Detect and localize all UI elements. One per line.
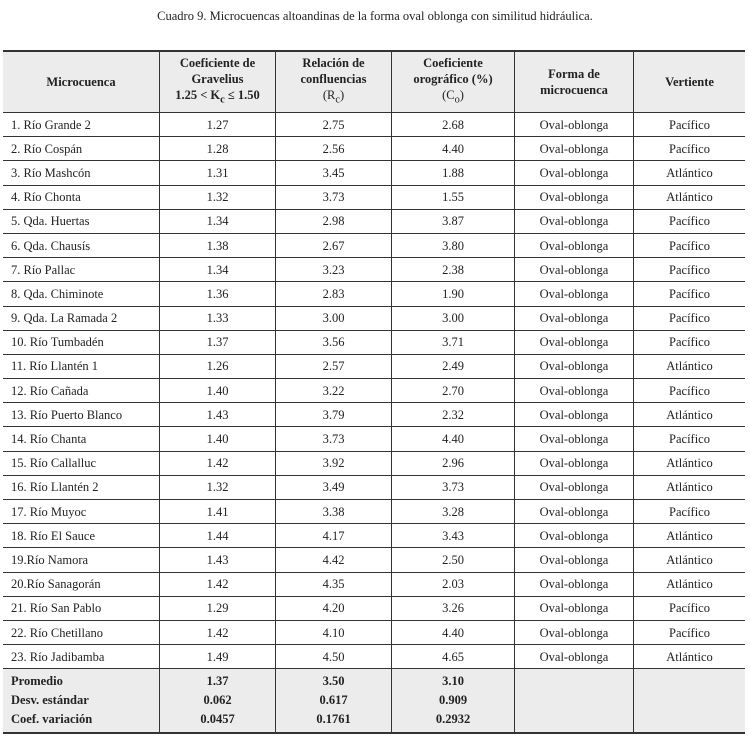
table-row <box>3 596 745 620</box>
summary-value: 3.50 <box>322 674 345 689</box>
cell-gravelius: 1.27 <box>160 113 276 137</box>
header-text: 1.25 < K <box>175 88 221 103</box>
summary-co <box>392 669 515 734</box>
cell-confluencias: 4.50 <box>276 645 392 669</box>
cell-confluencias: 2.83 <box>276 282 392 306</box>
table-row <box>3 548 745 572</box>
cell-vertiente: Pacífico <box>634 137 746 161</box>
cell-forma: Oval-oblonga <box>515 354 634 378</box>
summary-row <box>3 669 745 734</box>
cell-forma: Oval-oblonga <box>515 524 634 548</box>
cell-vertiente: Pacífico <box>634 427 746 451</box>
table-row <box>3 185 745 209</box>
cell-orografico: 2.03 <box>392 572 515 596</box>
cell-vertiente: Atlántico <box>634 185 746 209</box>
cell-confluencias: 4.10 <box>276 620 392 644</box>
summary-value: 0.062 <box>203 693 232 708</box>
cell-gravelius: 1.36 <box>160 282 276 306</box>
cell-vertiente: Pacífico <box>634 596 746 620</box>
cell-forma: Oval-oblonga <box>515 427 634 451</box>
cell-confluencias: 3.23 <box>276 258 392 282</box>
cell-forma: Oval-oblonga <box>515 306 634 330</box>
cell-gravelius: 1.43 <box>160 548 276 572</box>
cell-orografico: 2.70 <box>392 379 515 403</box>
cell-forma: Oval-oblonga <box>515 233 634 257</box>
cell-orografico: 3.80 <box>392 233 515 257</box>
cell-microcuenca: 12. Río Cañada <box>3 379 160 403</box>
header-orografico <box>392 51 515 113</box>
cell-gravelius: 1.49 <box>160 645 276 669</box>
table-row <box>3 330 745 354</box>
table-row <box>3 403 745 427</box>
cell-microcuenca: 1. Río Grande 2 <box>3 113 160 137</box>
header-confluencias <box>276 51 392 113</box>
cell-forma: Oval-oblonga <box>515 137 634 161</box>
cell-microcuenca: 13. Río Puerto Blanco <box>3 403 160 427</box>
cell-orografico: 2.68 <box>392 113 515 137</box>
cell-vertiente: Pacífico <box>634 113 746 137</box>
cell-forma: Oval-oblonga <box>515 330 634 354</box>
cell-confluencias: 4.42 <box>276 548 392 572</box>
cell-orografico: 2.38 <box>392 258 515 282</box>
cell-vertiente: Pacífico <box>634 282 746 306</box>
cell-microcuenca: 2. Río Cospán <box>3 137 160 161</box>
cell-microcuenca: 8. Qda. Chiminote <box>3 282 160 306</box>
summary-value: 0.0457 <box>200 712 235 727</box>
header-line: Coeficiente de <box>179 56 256 71</box>
table-row <box>3 282 745 306</box>
cell-microcuenca: 6. Qda. Chausís <box>3 233 160 257</box>
header-gravelius <box>160 51 276 113</box>
cell-vertiente: Pacífico <box>634 306 746 330</box>
cell-gravelius: 1.38 <box>160 233 276 257</box>
cell-microcuenca: 10. Río Tumbadén <box>3 330 160 354</box>
cell-orografico: 4.40 <box>392 427 515 451</box>
header-microcuenca: Microcuenca <box>3 51 160 113</box>
summary-value: 0.1761 <box>316 712 351 727</box>
header-text: ≤ 1.50 <box>224 88 260 103</box>
cell-gravelius: 1.32 <box>160 185 276 209</box>
cell-confluencias: 3.45 <box>276 161 392 185</box>
cell-microcuenca: 22. Río Chetillano <box>3 620 160 644</box>
cell-orografico: 1.88 <box>392 161 515 185</box>
cell-forma: Oval-oblonga <box>515 113 634 137</box>
cell-confluencias: 2.67 <box>276 233 392 257</box>
cell-microcuenca: 21. Río San Pablo <box>3 596 160 620</box>
table-row <box>3 161 745 185</box>
summary-value: 0.909 <box>438 693 468 708</box>
cell-orografico: 1.55 <box>392 185 515 209</box>
summary-value: 0.617 <box>319 693 348 708</box>
cell-gravelius: 1.28 <box>160 137 276 161</box>
cell-orografico: 3.43 <box>392 524 515 548</box>
table-row <box>3 233 745 257</box>
cell-microcuenca: 20.Río Sanagorán <box>3 572 160 596</box>
table-row <box>3 451 745 475</box>
cell-microcuenca: 18. Río El Sauce <box>3 524 160 548</box>
cell-confluencias: 2.75 <box>276 113 392 137</box>
header-forma <box>515 51 634 113</box>
cell-gravelius: 1.42 <box>160 451 276 475</box>
cell-vertiente: Atlántico <box>634 548 746 572</box>
cell-vertiente: Pacífico <box>634 379 746 403</box>
cell-gravelius: 1.44 <box>160 524 276 548</box>
header-line: Relación de <box>302 56 365 71</box>
cell-forma: Oval-oblonga <box>515 451 634 475</box>
cell-vertiente: Pacífico <box>634 209 746 233</box>
cell-gravelius: 1.34 <box>160 258 276 282</box>
header-line: microcuenca <box>540 83 608 97</box>
header-text: (R <box>322 88 336 103</box>
table-row <box>3 137 745 161</box>
table-row <box>3 258 745 282</box>
header-line: orográfico (%) <box>413 72 493 87</box>
header-line <box>396 87 510 109</box>
cell-forma: Oval-oblonga <box>515 620 634 644</box>
cell-microcuenca: 19.Río Namora <box>3 548 160 572</box>
cell-forma: Oval-oblonga <box>515 500 634 524</box>
cell-forma: Oval-oblonga <box>515 379 634 403</box>
summary-value: 3.10 <box>442 674 464 689</box>
cell-confluencias: 3.79 <box>276 403 392 427</box>
cell-forma: Oval-oblonga <box>515 258 634 282</box>
summary-label: Desv. estándar <box>11 693 89 708</box>
cell-vertiente: Atlántico <box>634 475 746 499</box>
summary-labels <box>3 669 160 734</box>
cell-confluencias: 2.98 <box>276 209 392 233</box>
summary-value: 1.37 <box>206 674 229 689</box>
cell-confluencias: 2.57 <box>276 354 392 378</box>
table-row <box>3 354 745 378</box>
header-vertiente: Vertiente <box>634 51 746 113</box>
cell-vertiente: Atlántico <box>634 572 746 596</box>
cell-vertiente: Atlántico <box>634 645 746 669</box>
table-row <box>3 645 745 669</box>
cell-gravelius: 1.42 <box>160 620 276 644</box>
cell-confluencias: 3.92 <box>276 451 392 475</box>
summary-label: Promedio <box>11 674 63 689</box>
summary-label: Coef. variación <box>11 712 93 727</box>
header-text: ) <box>459 88 464 103</box>
header-row <box>3 51 745 113</box>
cell-confluencias: 4.17 <box>276 524 392 548</box>
cell-gravelius: 1.34 <box>160 209 276 233</box>
table-row <box>3 475 745 499</box>
cell-microcuenca: 14. Río Chanta <box>3 427 160 451</box>
cell-vertiente: Atlántico <box>634 451 746 475</box>
cell-gravelius: 1.37 <box>160 330 276 354</box>
table-caption: Cuadro 9. Microcuencas altoandinas de la forma oval oblonga con similitud hidráulica. <box>157 9 593 23</box>
cell-vertiente: Pacífico <box>634 258 746 282</box>
summary-value: 0.2932 <box>435 712 471 727</box>
table-row <box>3 620 745 644</box>
table-row <box>3 113 745 137</box>
cell-confluencias: 3.38 <box>276 500 392 524</box>
cell-gravelius: 1.26 <box>160 354 276 378</box>
cell-forma: Oval-oblonga <box>515 596 634 620</box>
cell-forma: Oval-oblonga <box>515 572 634 596</box>
cell-forma: Oval-oblonga <box>515 282 634 306</box>
cell-gravelius: 1.41 <box>160 500 276 524</box>
cell-microcuenca: 15. Río Callalluc <box>3 451 160 475</box>
cell-orografico: 3.73 <box>392 475 515 499</box>
cell-microcuenca: 17. Río Muyoc <box>3 500 160 524</box>
table-row <box>3 524 745 548</box>
header-line: Gravelius <box>191 72 244 87</box>
cell-orografico: 3.71 <box>392 330 515 354</box>
cell-gravelius: 1.42 <box>160 572 276 596</box>
summary-empty <box>515 669 634 734</box>
header-sub: c <box>220 94 225 106</box>
cell-confluencias: 3.73 <box>276 185 392 209</box>
cell-microcuenca: 23. Río Jadibamba <box>3 645 160 669</box>
table-row <box>3 306 745 330</box>
cell-orografico: 4.40 <box>392 137 515 161</box>
table-row <box>3 500 745 524</box>
cell-vertiente: Atlántico <box>634 161 746 185</box>
cell-forma: Oval-oblonga <box>515 209 634 233</box>
header-line <box>164 87 271 109</box>
header-line: Coeficiente <box>423 56 483 71</box>
cell-confluencias: 3.56 <box>276 330 392 354</box>
summary-empty <box>634 669 746 734</box>
summary-kc <box>160 669 276 734</box>
cell-gravelius: 1.31 <box>160 161 276 185</box>
header-line: confluencias <box>300 72 367 87</box>
table-row <box>3 427 745 451</box>
cell-gravelius: 1.43 <box>160 403 276 427</box>
cell-orografico: 2.32 <box>392 403 515 427</box>
cell-orografico: 3.26 <box>392 596 515 620</box>
table-row <box>3 572 745 596</box>
cell-confluencias: 2.56 <box>276 137 392 161</box>
cell-orografico: 4.40 <box>392 620 515 644</box>
cell-orografico: 3.28 <box>392 500 515 524</box>
header-sub: c <box>335 94 340 106</box>
cell-confluencias: 3.49 <box>276 475 392 499</box>
cell-gravelius: 1.33 <box>160 306 276 330</box>
cell-vertiente: Atlántico <box>634 403 746 427</box>
cell-orografico: 2.49 <box>392 354 515 378</box>
header-text: (C <box>442 88 455 103</box>
cell-vertiente: Atlántico <box>634 524 746 548</box>
cell-forma: Oval-oblonga <box>515 645 634 669</box>
table-row <box>3 209 745 233</box>
header-sub: o <box>454 94 460 106</box>
cell-gravelius: 1.29 <box>160 596 276 620</box>
cell-microcuenca: 5. Qda. Huertas <box>3 209 160 233</box>
cell-vertiente: Pacífico <box>634 620 746 644</box>
cell-gravelius: 1.40 <box>160 379 276 403</box>
cell-microcuenca: 9. Qda. La Ramada 2 <box>3 306 160 330</box>
header-text: ) <box>339 88 345 103</box>
cell-orografico: 2.50 <box>392 548 515 572</box>
cell-forma: Oval-oblonga <box>515 185 634 209</box>
cell-confluencias: 4.35 <box>276 572 392 596</box>
cell-vertiente: Pacífico <box>634 500 746 524</box>
cell-orografico: 3.00 <box>392 306 515 330</box>
microcuencas-table <box>3 50 745 734</box>
cell-forma: Oval-oblonga <box>515 161 634 185</box>
cell-orografico: 3.87 <box>392 209 515 233</box>
cell-orografico: 1.90 <box>392 282 515 306</box>
cell-vertiente: Pacífico <box>634 233 746 257</box>
cell-confluencias: 4.20 <box>276 596 392 620</box>
cell-orografico: 2.96 <box>392 451 515 475</box>
summary-rc <box>276 669 392 734</box>
cell-confluencias: 3.73 <box>276 427 392 451</box>
cell-forma: Oval-oblonga <box>515 403 634 427</box>
cell-confluencias: 3.22 <box>276 379 392 403</box>
cell-gravelius: 1.32 <box>160 475 276 499</box>
cell-forma: Oval-oblonga <box>515 475 634 499</box>
cell-microcuenca: 16. Río Llantén 2 <box>3 475 160 499</box>
cell-microcuenca: 11. Río Llantén 1 <box>3 354 160 378</box>
header-line <box>280 87 387 109</box>
cell-microcuenca: 4. Río Chonta <box>3 185 160 209</box>
cell-vertiente: Atlántico <box>634 354 746 378</box>
cell-confluencias: 3.00 <box>276 306 392 330</box>
cell-orografico: 4.65 <box>392 645 515 669</box>
cell-forma: Oval-oblonga <box>515 548 634 572</box>
cell-gravelius: 1.40 <box>160 427 276 451</box>
header-line: Forma de <box>548 67 600 81</box>
cell-microcuenca: 3. Río Mashcón <box>3 161 160 185</box>
cell-microcuenca: 7. Río Pallac <box>3 258 160 282</box>
table-row <box>3 379 745 403</box>
cell-vertiente: Pacífico <box>634 330 746 354</box>
